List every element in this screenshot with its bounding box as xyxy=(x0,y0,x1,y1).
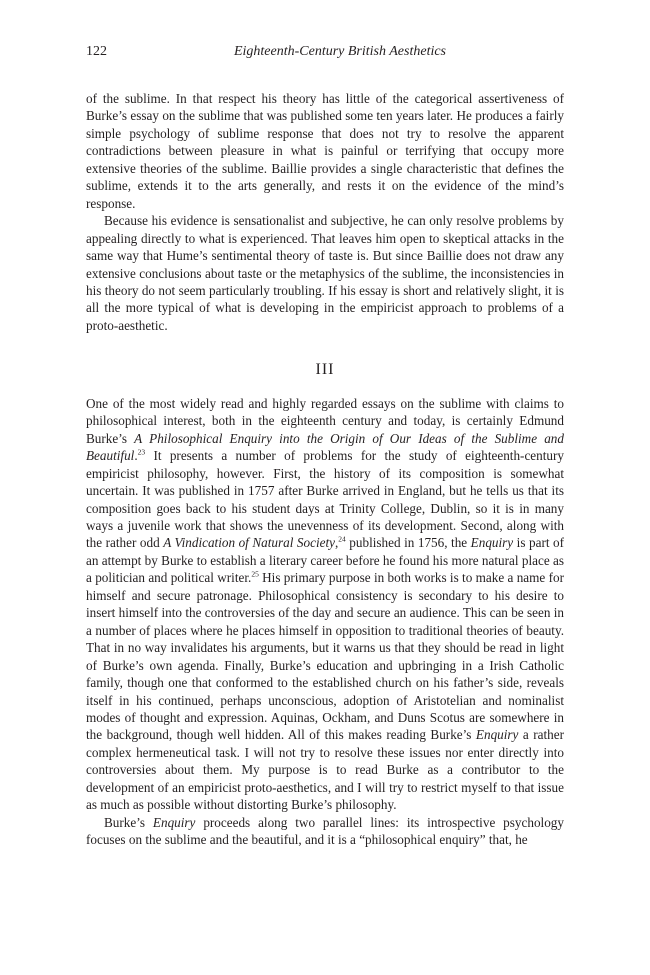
text-segment: a rather complex hermeneutical task. I will not try to resolve these issues nor enter directly into controversies about them. My purpose is to read Burke as a contributor to the development of an empiricist proto-aesthetics, and I will try to restrict myself to that issue as much as possible without distorting Burke’s philosophy. xyxy=(86,727,564,813)
book-title: A Vindication of Natural Society xyxy=(163,535,335,551)
paragraph-burke-enquiry xyxy=(86,395,564,814)
running-title: Eighteenth-Century British Aesthetics xyxy=(233,44,447,59)
footnote-marker: 23 xyxy=(137,447,146,457)
running-header xyxy=(86,44,564,64)
text-segment: proceeds along two parallel lines: its introspective psychology focuses on the sublime and the beautiful, and it is a “philosophical enquiry” that, he xyxy=(86,814,564,848)
text-segment: Burke’s xyxy=(104,814,153,830)
paragraph-continued: of the sublime. In that respect his theory has little of the categorical assertiveness of Burke’s essay on the sublime that was published some ten years later. He produces a fairly simple psychology of sublime response that does not try to resolve the apparent contradictions between pleasure in what is painful or terrifying that occupy more extensive theories of the sublime. Baillie provides a single characteristic that defines the sublime, extends it to the arts generally, and rests it on the evidence of the mind’s response. xyxy=(86,91,564,211)
body-text xyxy=(86,90,564,849)
page-number: 122 xyxy=(86,44,107,59)
text-segment: is part of an attempt by Burke to establish a literary career before he found his more natural place as a politician and political writer. xyxy=(86,535,564,586)
footnote-marker: 24 xyxy=(338,535,346,545)
text-segment: One of the most widely read and highly regarded essays on the sublime with claims to philosophical interest, both in the eighteenth century and today, is certainly Edmund Burke’s xyxy=(86,395,564,446)
text-segment: His primary purpose in both works is to make a name for himself and secure patronage. Philosophical consistency is secondary to his desire to insert himself into the controversies of the day and secure an audience. This can be seen in a number of places where he places himself in opposition to traditional theories of beauty. That in no way invalidates his arguments, but it warns us that they should be read in light of Burke’s own agenda. Finally, Burke’s education and upbringing in a Irish Catholic family, though one that conformed to the established church on his father’s side, reveals itself in his continued, perhaps unconscious, adoption of Aristotelian and nominalist modes of thought and expression. Aquinas, Ockham, and Duns Scotus are somewhere in the background, though well hidden. All of this makes reading Burke’s xyxy=(86,570,564,743)
section-heading: III xyxy=(315,361,335,379)
paragraph-baillie-evidence: Because his evidence is sensationalist and subjective, he can only resolve problems by appealing directly to what is experienced. That leaves him open to skeptical attacks in the same way that Hume’s sentimental theory of taste is. But since Baillie does not draw any extensive conclusions about taste or the metaphysics of the sublime, the inconsistencies in his theory do not seem particularly troubling. If his essay is short and relatively slight, it is all the more typical of what is developing in the empiricist approach to problems of a proto-aesthetic. xyxy=(86,213,564,333)
text-segment: , xyxy=(334,535,339,551)
book-title: A Philosophical Enquiry into the Origin of Our Ideas of the Sublime and Beautiful xyxy=(86,430,564,464)
footnote-marker: 25 xyxy=(251,569,259,579)
text-segment: . xyxy=(134,448,138,464)
text-segment: published in 1756, the xyxy=(345,535,471,551)
book-title: Enquiry xyxy=(152,814,196,830)
book-title: Enquiry xyxy=(470,535,514,551)
text-segment: It presents a number of problems for the study of eighteenth-century empiricist philosophy, however. First, the history of its composition is somewhat uncertain. It was published in 1757 after Burke arrived in England, but he tells us that its composition goes back to his student days at Trinity College, Dublin, so it is in many ways a juvenile work that shows the unevenness of its development. Second, along with the rather odd xyxy=(86,448,564,551)
paragraph-enquiry-lines xyxy=(86,814,564,849)
book-title: Enquiry xyxy=(475,727,519,743)
